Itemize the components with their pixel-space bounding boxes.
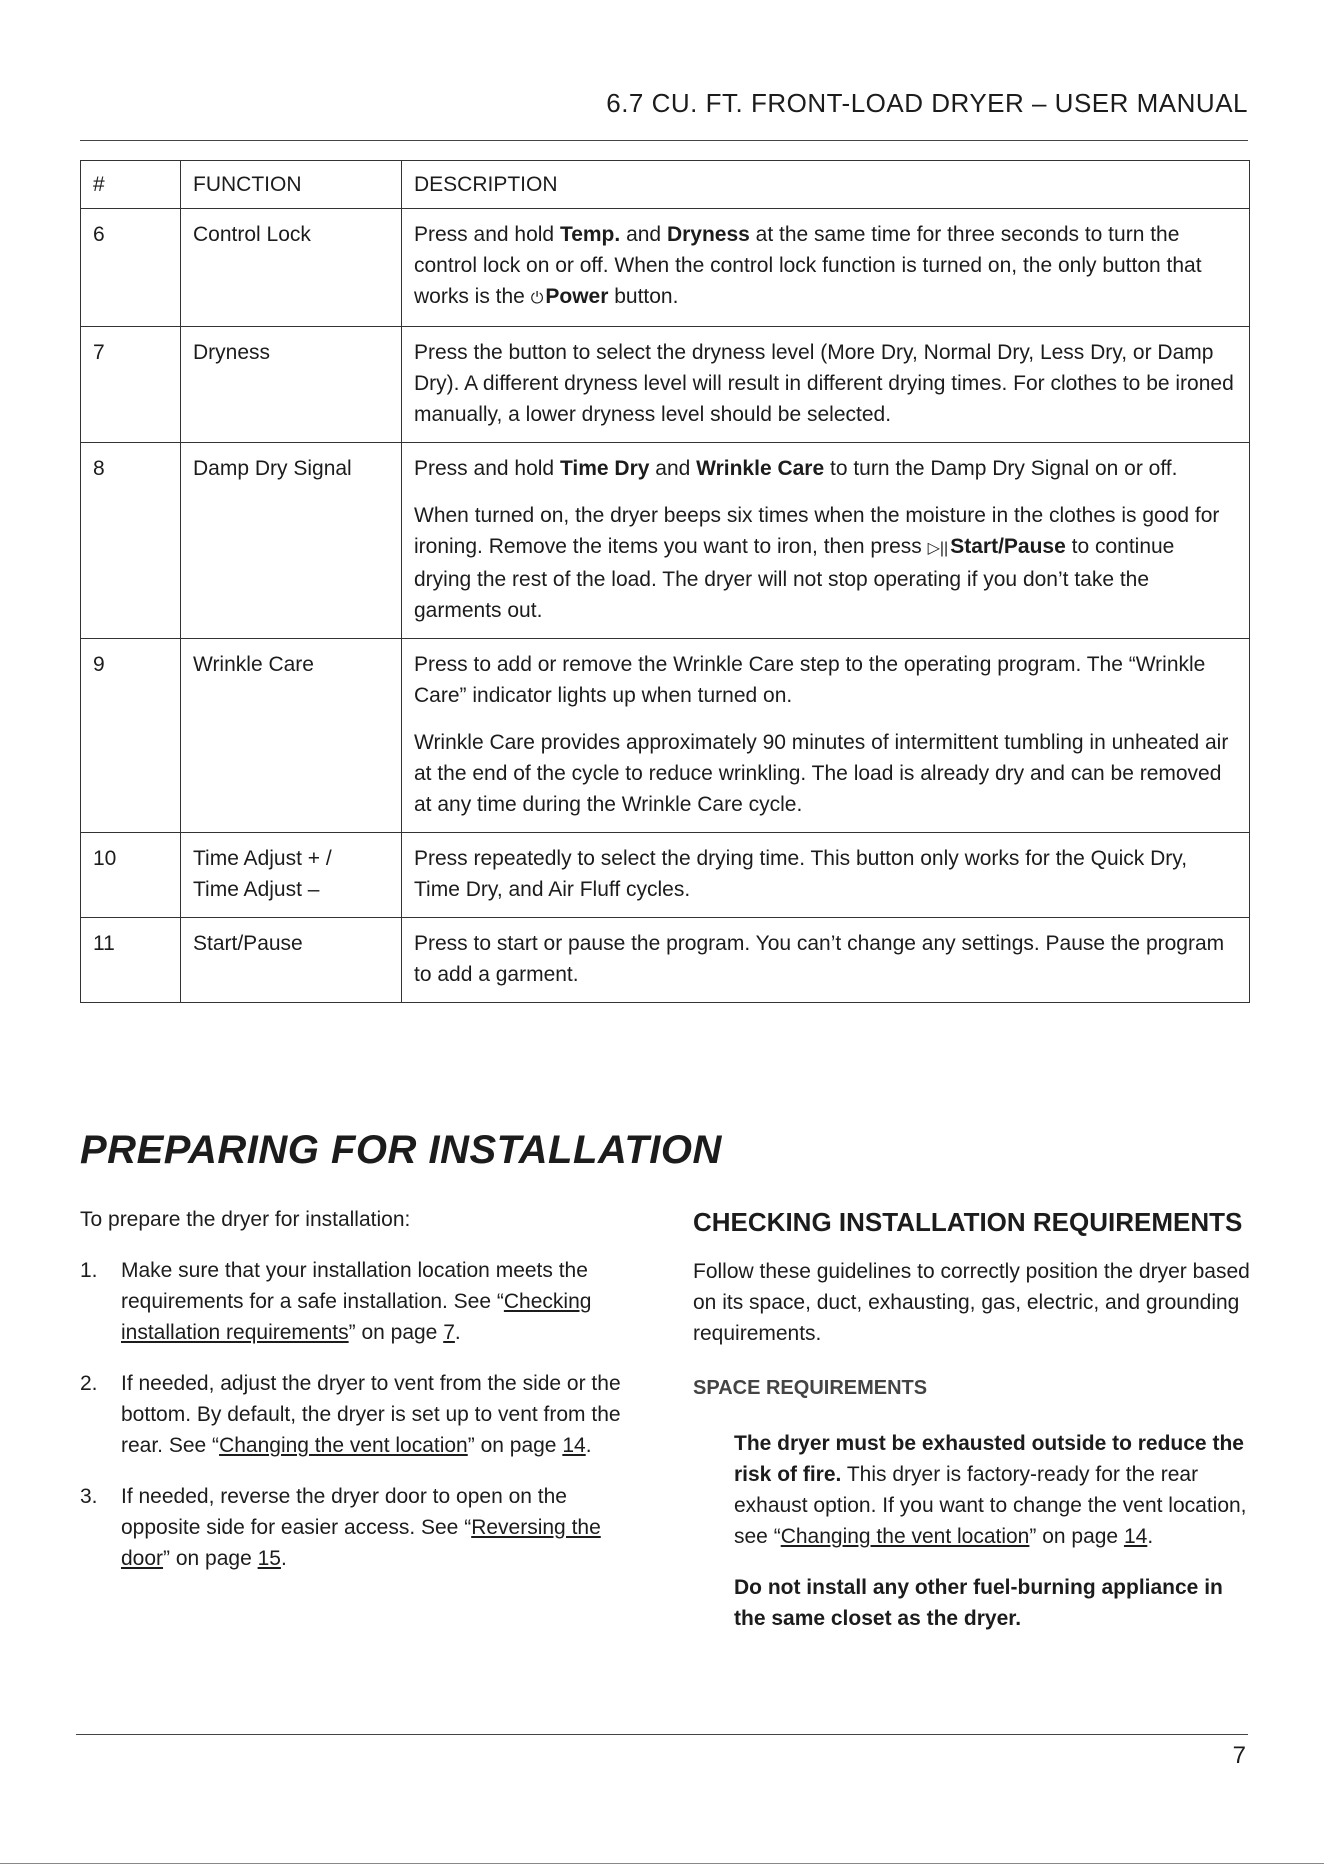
list-item: 3. If needed, reverse the dryer door to open on the opposite side for easier access. See “Reversing the door” on page 15. — [80, 1485, 601, 1570]
row-function: Time Adjust + / Time Adjust – — [181, 833, 402, 918]
play-pause-icon: ▷|| — [927, 540, 949, 557]
space-requirements-heading: SPACE REQUIREMENTS — [693, 1377, 928, 1399]
table-row — [81, 209, 1250, 327]
table-row — [81, 918, 1250, 1003]
header-divider — [80, 140, 1248, 141]
page-number: 7 — [1232, 1742, 1246, 1769]
row-number: 11 — [81, 918, 181, 1003]
row-number: 6 — [81, 209, 181, 327]
link-changing-vent-location[interactable]: Changing the vent location — [780, 1525, 1030, 1548]
row-number: 7 — [81, 327, 181, 443]
row-function: Control Lock — [181, 209, 402, 327]
row-description: Press to add or remove the Wrinkle Care step to the operating program. The “Wrinkle Care” indicator lights up when turned on. Wrinkle Care provides approximately 90 minutes of intermittent tumbling in unheated air at the end of the cycle to reduce wrinkling. The load is already dry and can be removed at any time during the Wrinkle Care cycle. — [402, 639, 1250, 833]
row-function: Damp Dry Signal — [181, 443, 402, 639]
row-function: Start/Pause — [181, 918, 402, 1003]
row-function: Dryness — [181, 327, 402, 443]
column-header-description: DESCRIPTION — [402, 161, 1250, 209]
section-title: PREPARING FOR INSTALLATION — [80, 1128, 722, 1172]
power-icon: ⏻ — [530, 290, 544, 307]
row-description: Press the button to select the dryness level (More Dry, Normal Dry, Less Dry, or Damp Dry). A different dryness level will result in different drying times. For clothes to be ironed manually, a lower dryness level should be selected. — [402, 327, 1250, 443]
footer-divider — [76, 1734, 1248, 1735]
row-number: 9 — [81, 639, 181, 833]
page-header-title: 6.7 CU. FT. FRONT-LOAD DRYER – USER MANUAL — [606, 88, 1248, 118]
table-header-row — [81, 161, 1250, 209]
guidelines-text: Follow these guidelines to correctly position the dryer based on its space, duct, exhausting, gas, electric, and grounding requirements. — [693, 1260, 1250, 1345]
table-row — [81, 833, 1250, 918]
column-header-function: FUNCTION — [181, 161, 402, 209]
column-header-number: # — [81, 161, 181, 209]
checking-requirements — [693, 1204, 1253, 1654]
list-item: 2. If needed, adjust the dryer to vent from the side or the bottom. By default, the dryer is set up to vent from the rear. See “Changing the vent location” on page 14. — [80, 1372, 621, 1457]
table-row — [81, 443, 1250, 639]
space-requirements-body — [734, 1428, 1253, 1634]
installation-steps — [80, 1204, 640, 1594]
link-page-14[interactable]: 14 — [562, 1434, 586, 1457]
link-changing-vent-location[interactable]: Changing the vent location — [219, 1434, 468, 1457]
list-item: 1. Make sure that your installation location meets the requirements for a safe installation. See “Checking installation requirements” on page 7. — [80, 1259, 592, 1344]
row-number: 8 — [81, 443, 181, 639]
link-page-14[interactable]: 14 — [1123, 1525, 1148, 1548]
bottom-edge-line — [0, 1863, 1324, 1864]
row-description: Press and hold Time Dry and Wrinkle Care to turn the Damp Dry Signal on or off. When turned on, the dryer beeps six times when the moisture in the clothes is good for ironing. Remove the items you want to iron, then press ▷||Start/Pause to continue drying the rest of the load. The dryer will not stop operating if you don’t take the garments out. — [402, 443, 1250, 639]
link-reversing-the-door[interactable]: Reversing the door — [121, 1516, 601, 1570]
row-description: Press and hold Temp. and Dryness at the same time for three seconds to turn the control lock on or off. When the control lock function is turned on, the only button that works is the ⏻Power button. — [402, 209, 1250, 327]
link-checking-installation-requirements[interactable]: Checking installation requirements — [121, 1290, 592, 1344]
link-page-7[interactable]: 7 — [443, 1321, 455, 1344]
link-page-15[interactable]: 15 — [257, 1547, 281, 1570]
fuel-appliance-warning: Do not install any other fuel-burning appliance in the same closet as the dryer. — [734, 1576, 1223, 1630]
function-table — [80, 160, 1250, 1003]
checking-heading: CHECKING INSTALLATION REQUIREMENTS — [693, 1207, 1243, 1237]
exhaust-warning: The dryer must be exhausted outside to reduce the risk of fire. This dryer is factory-ready for the rear exhaust option. If you want to change the vent location, see “Changing the vent location” on page 14. — [734, 1432, 1247, 1548]
row-number: 10 — [81, 833, 181, 918]
row-description: Press to start or pause the program. You can’t change any settings. Pause the program to add a garment. — [402, 918, 1250, 1003]
intro-text: To prepare the dryer for installation: — [80, 1208, 411, 1231]
row-function: Wrinkle Care — [181, 639, 402, 833]
table-row — [81, 327, 1250, 443]
table-row — [81, 639, 1250, 833]
row-description: Press repeatedly to select the drying time. This button only works for the Quick Dry, Time Dry, and Air Fluff cycles. — [402, 833, 1250, 918]
